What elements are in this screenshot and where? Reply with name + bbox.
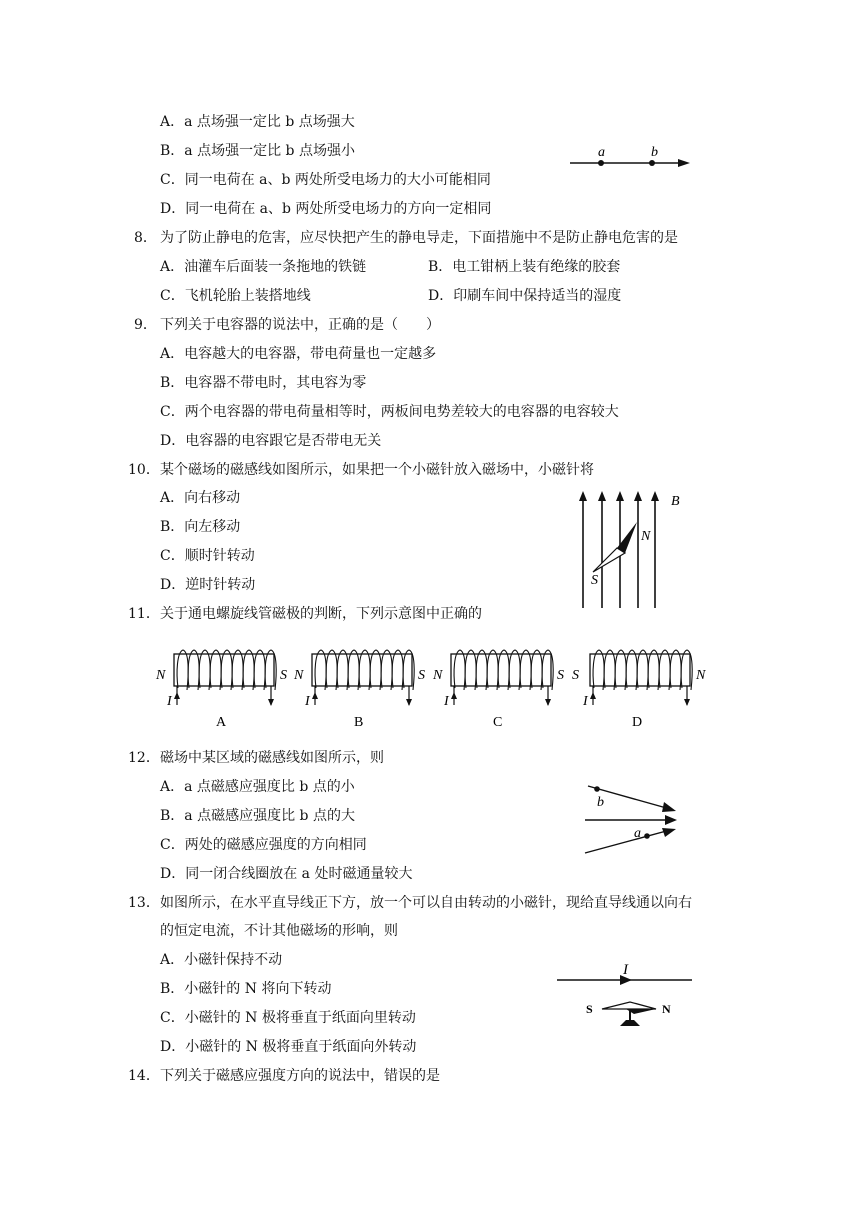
q10-south-label: S [591,573,598,588]
solenoid-caption: C [493,715,503,730]
q10-option-d: D．逆时针转动 [160,577,256,593]
q8-number: 8． [134,230,157,246]
solenoid-left-pole-label: N [433,668,443,683]
q8-stem: 为了防止静电的危害，应尽快把产生的静电导走，下面措施中不是防止静电危害的是 [160,230,678,246]
solenoid-left-pole-label: N [156,668,166,683]
solenoid-caption: A [216,715,227,730]
q12-option-a: A．a 点磁感应强度比 b 点的小 [160,779,355,795]
solenoid-current-label: I [583,694,588,709]
q12-field-lines-figure [580,780,685,860]
solenoid-left-pole-label: N [294,668,304,683]
q12-option-c: C．两处的磁感应强度的方向相同 [160,837,367,853]
q7-option-c: C．同一电荷在 a、b 两处所受电场力的大小可能相同 [160,172,491,188]
q13-option-c: C．小磁针的 N 极将垂直于纸面向里转动 [160,1010,416,1026]
q13-option-b: B．小磁针的 N 将向下转动 [160,981,332,997]
solenoid-c [432,650,564,730]
q12-number: 12． [128,750,160,766]
q11-stem: 关于通电螺旋线管磁极的判断，下列示意图中正确的 [160,606,482,622]
q10-option-c: C．顺时针转动 [160,548,255,564]
q10-north-label: N [641,529,651,544]
solenoid-right-pole-label: S [418,668,425,683]
q13-option-a: A．小磁针保持不动 [160,952,283,968]
solenoid-left-pole-label: S [572,668,579,683]
q7-point-b-label: b [651,145,658,160]
q13-stem-line1: 如图所示，在水平直导线正下方，放一个可以自由转动的小磁针，现给直导线通以向右 [160,895,692,911]
q9-stem: 下列关于电容器的说法中，正确的是（ ） [160,317,440,333]
q10-magnetic-field-figure [575,488,690,610]
q10-stem: 某个磁场的磁感线如图所示，如果把一个小磁针放入磁场中，小磁针将 [160,462,594,478]
solenoid-d [572,650,706,730]
q13-wire-compass-figure [552,958,697,1033]
q8-option-b: B．电工钳柄上装有绝缘的胶套 [428,259,621,275]
q13-north-label: N [662,1002,671,1016]
q12-option-b: B．a 点磁感应强度比 b 点的大 [160,808,355,824]
q12-stem: 磁场中某区域的磁感线如图所示，则 [160,750,384,766]
q8-option-a: A．油灌车后面装一条拖地的铁链 [160,259,367,275]
q13-south-label: S [586,1002,593,1016]
solenoid-b [293,650,425,730]
solenoid-current-label: I [444,694,449,709]
q9-option-d: D．电容器的电容跟它是否带电无关 [160,433,382,449]
solenoid-right-pole-label: S [280,668,287,683]
solenoid-caption: D [632,715,643,730]
q9-option-b: B．电容器不带电时，其电容为零 [160,375,367,391]
solenoid-right-pole-label: N [696,668,706,683]
q13-current-label: I [623,962,628,978]
q11-number: 11． [128,606,160,622]
q8-option-d: D．印刷车间中保持适当的湿度 [428,288,622,304]
q10-number: 10． [128,462,160,478]
q13-option-d: D．小磁针的 N 极将垂直于纸面向外转动 [160,1039,417,1055]
q12-point-b-label: b [597,795,604,810]
q14-number: 14． [128,1068,160,1084]
q7-option-d: D．同一电荷在 a、b 两处所受电场力的方向一定相同 [160,201,492,217]
q11-solenoid-figures [150,642,710,737]
q7-point-a-label: a [598,145,605,160]
q9-number: 9． [134,317,157,333]
q12-option-d: D．同一闭合线圈放在 a 处时磁通量较大 [160,866,413,882]
solenoid-caption: B [354,715,364,730]
q9-option-c: C．两个电容器的带电荷量相等时，两板间电势差较大的电容器的电容较大 [160,404,619,420]
solenoid-right-pole-label: S [557,668,564,683]
q7-option-b: B．a 点场强一定比 b 点场强小 [160,143,355,159]
q12-point-a-label: a [634,826,641,841]
q10-field-label-b: B [671,494,680,509]
solenoid-a [155,650,287,730]
q10-option-a: A．向右移动 [160,490,241,506]
q7-option-a: A．a 点场强一定比 b 点场强大 [160,114,355,130]
q13-stem-line2: 的恒定电流，不计其他磁场的形响，则 [160,923,398,939]
solenoid-current-label: I [167,694,172,709]
q9-option-a: A．电容越大的电容器，带电荷量也一定越多 [160,346,437,362]
solenoid-current-label: I [305,694,310,709]
q10-option-b: B．向左移动 [160,519,241,535]
q14-stem: 下列关于磁感应强度方向的说法中，错误的是 [160,1068,440,1084]
q8-option-c: C．飞机轮胎上装搭地线 [160,288,311,304]
q7-field-line-figure [565,140,700,175]
q13-number: 13． [128,895,160,911]
